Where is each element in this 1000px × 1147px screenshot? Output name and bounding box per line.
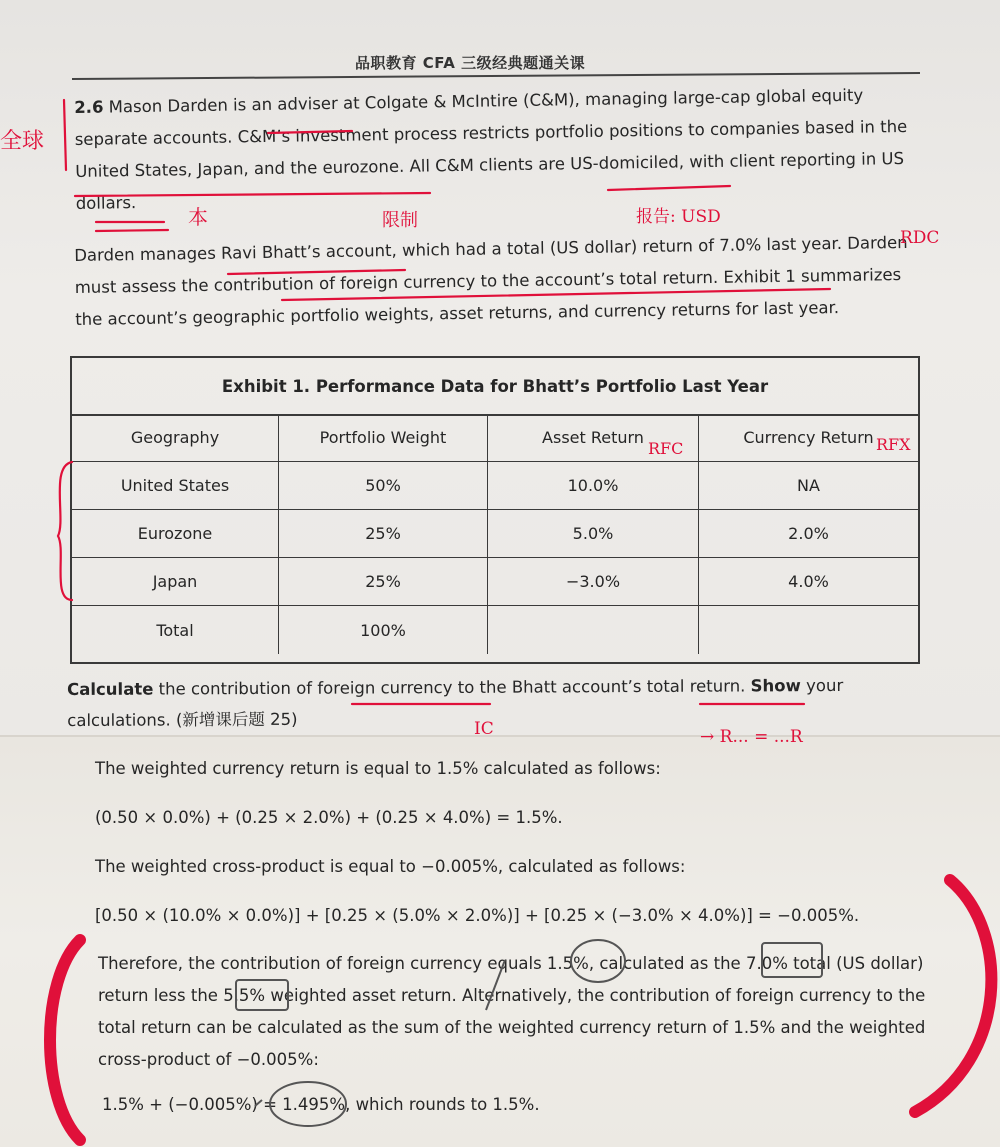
- table-cell: 100%: [279, 606, 488, 654]
- ann-rdc: RDC: [900, 228, 940, 248]
- table-cell: 10.0%: [488, 462, 699, 509]
- table-cell: Japan: [72, 558, 279, 605]
- table-cell: 4.0%: [788, 572, 829, 591]
- table-row: [72, 558, 918, 606]
- ann-rfc: RFC: [648, 439, 684, 458]
- table-cell: United States: [72, 462, 279, 509]
- header-currency-return: Currency Return: [743, 428, 874, 447]
- table-cell: Total: [72, 606, 279, 654]
- task-prompt: [67, 669, 927, 736]
- question-number: 2.6: [74, 97, 104, 117]
- table-cell: 25%: [279, 558, 488, 605]
- table-cell: 50%: [279, 462, 488, 509]
- solution-line-3: The weighted cross-product is equal to −0.005%, calculated as follows:: [95, 857, 686, 876]
- table-cell: −3.0%: [488, 558, 699, 605]
- task-text-2: your calculations. (新增课后题 25): [67, 675, 844, 730]
- table-cell: [488, 606, 699, 654]
- ann-ic: IC: [474, 719, 494, 739]
- question-paragraph-1: [74, 79, 922, 220]
- bottom-photo: [0, 737, 1000, 1147]
- table-cell: 25%: [279, 510, 488, 557]
- exhibit-grid: [72, 414, 918, 654]
- table-cell: NA: [797, 476, 820, 495]
- ann-left-margin: 全球: [0, 129, 45, 154]
- table-cell: Eurozone: [72, 510, 279, 557]
- solution-line-4: [0.50 × (10.0% × 0.0%)] + [0.25 × (5.0% × 2.0%)] + [0.25 × (−3.0% × 4.0%)] = −0.005%.: [95, 906, 860, 925]
- question-paragraph-2: [74, 227, 921, 336]
- exhibit-table: [70, 356, 920, 664]
- page-header: 品职教育 CFA 三级经典题通关课: [355, 54, 586, 72]
- solution-line-2: (0.50 × 0.0%) + (0.25 × 2.0%) + (0.25 × 4.0%) = 1.5%.: [95, 808, 563, 827]
- paragraph-2-text: Darden manages Ravi Bhatt’s account, which had a total (US dollar) return of 7.0% last year. Darden must assess the contribution of foreign currency to the account’s total return. Exhibit 1 summarizes the account’s geographic portfolio weights, asset returns, and currency returns for last year.: [74, 232, 908, 329]
- ann-star: 本: [188, 205, 208, 229]
- paragraph-1-text: Mason Darden is an adviser at Colgate & McIntire (C&M), managing large-cap global equity separate accounts. C&M’s investment process restricts portfolio positions to companies based in the United States, Japan, and the eurozone. All C&M clients are US-domiciled, with client reporting in US dollars.: [74, 85, 908, 213]
- solution-line-1: The weighted currency return is equal to 1.5% calculated as follows:: [95, 759, 661, 778]
- ann-report: 报告: USD: [636, 207, 721, 227]
- task-text-1: the contribution of foreign currency to the Bhatt account’s total return.: [153, 676, 751, 699]
- header-geography: Geography: [72, 414, 279, 461]
- table-cell: 5.0%: [488, 510, 699, 557]
- ann-bottom: → R... = ...R: [700, 727, 803, 747]
- solution-paragraph: Therefore, the contribution of foreign currency equals 1.5%, calculated as the 7.0% total (US dollar) return less the 5.5% weighted asset return. Alternatively, the contribution of foreign currency to the total return can be calculated as the sum of the weighted currency return of 1.5% and the weighted cross-product of −0.005%:: [98, 954, 926, 1069]
- table-cell: 2.0%: [788, 524, 829, 543]
- ann-rfx: RFX: [876, 435, 911, 454]
- table-row: [72, 510, 918, 558]
- table-cell: [699, 606, 918, 654]
- header-asset-return: Asset Return: [488, 414, 699, 461]
- header-rule: [72, 72, 920, 80]
- solution-line-6: 1.5% + (−0.005%) = 1.495%, which rounds to 1.5%.: [102, 1095, 540, 1114]
- table-header-row: [72, 414, 918, 462]
- exhibit-title: Exhibit 1. Performance Data for Bhatt’s Portfolio Last Year: [72, 358, 918, 416]
- table-row: [72, 462, 918, 510]
- task-bold-calculate: Calculate: [67, 679, 154, 699]
- task-bold-show: Show: [750, 676, 801, 696]
- ann-restrict: 限制: [382, 210, 418, 231]
- header-portfolio-weight: Portfolio Weight: [279, 414, 488, 461]
- table-row: [72, 606, 918, 654]
